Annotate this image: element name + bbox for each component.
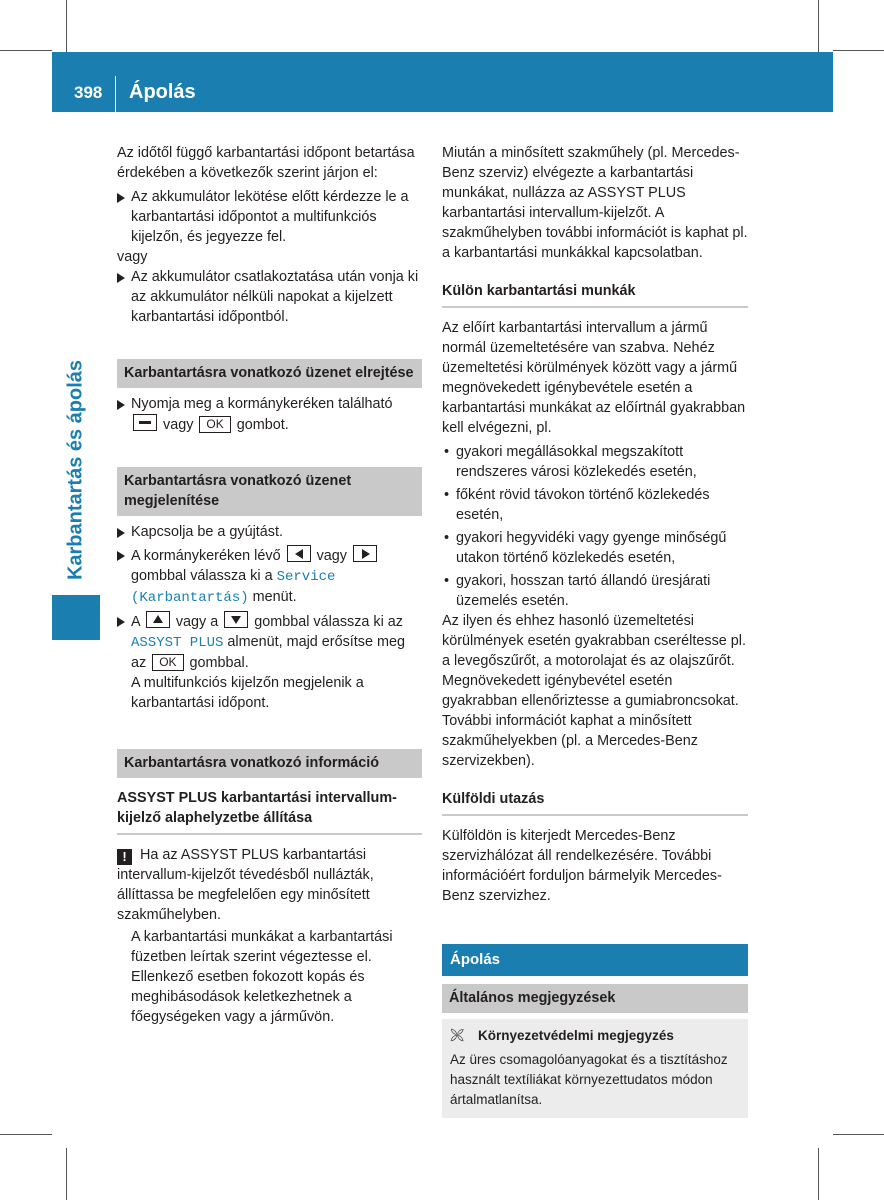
show-step3-text-b: vagy a <box>175 614 219 630</box>
warning-text: Ha az ASSYST PLUS karbantartási intervallum-kijelzőt tévedésből nullázták, állíttassa be megfelelően egy minősített szakműhelyben. <box>117 847 374 923</box>
abroad-text: Külföldön is kiterjedt Mercedes-Benz szervizhálózat áll rendelkezésére. További információért forduljon bármelyik Mercedes-Benz szervizhez. <box>442 828 722 904</box>
env-text: Az üres csomagolóanyagokat és a tisztításhoz használt textíliákat környezettudatos módon ártalmatlanítsa. <box>450 1052 728 1107</box>
left-arrow-key-icon <box>287 545 311 562</box>
crop-mark <box>66 1148 67 1200</box>
crop-mark <box>833 50 884 51</box>
environment-leaf-icon: 🙪 <box>450 1027 465 1043</box>
hide-step-text-c: gombot. <box>236 417 289 433</box>
warning-icon: ! <box>117 849 132 865</box>
hide-step <box>117 394 422 435</box>
reset-heading: ASSYST PLUS karbantartási intervallum-kijelző alaphelyzetbe állítása <box>117 788 422 835</box>
right-column <box>442 143 748 1118</box>
show-step3-text-e: gombbal. <box>189 655 249 671</box>
up-arrow-key-icon <box>146 611 170 628</box>
show-step2-text-a: A kormánykeréken lévő <box>131 548 281 564</box>
show-step3-text-a: A <box>131 614 140 630</box>
crop-mark <box>66 0 67 52</box>
assyst-menu-name: ASSYST PLUS <box>131 635 224 651</box>
section-heading-show: Karbantartásra vonatkozó üzenet megjelenítése <box>117 467 422 516</box>
warning-paragraph <box>117 845 422 925</box>
environment-note <box>442 1019 748 1118</box>
list-item: • gyakori, hosszan tartó állandó üresjárati üzemelés esetén. <box>442 571 748 611</box>
ok-key: OK <box>199 416 230 433</box>
show-step3-text-d: almenüt, majd erősítse meg az <box>131 634 405 671</box>
page-number: 398 <box>74 83 103 102</box>
list-item: • gyakori hegyvidéki vagy gyenge minőségű utakon történő közlekedés esetén, <box>442 528 748 568</box>
show-step <box>117 545 422 608</box>
right-arrow-key-icon <box>353 545 377 562</box>
hide-step-text-a: Nyomja meg a kormánykeréken található <box>131 396 393 412</box>
warning-text-2: A karbantartási munkákat a karbantartási füzetben leírtak szerint végeztesse el. Ellenkező esetben fokozott kopás és meghibásodások keletkezhetnek a főegységeken vagy a járművön. <box>131 929 393 1025</box>
list-item: • főként rövid távokon történő közlekedés esetén, <box>442 485 748 525</box>
special-text-2: Az ilyen és ehhez hasonló üzemeltetési körülmények esetén gyakrabban cseréltesse pl. a levegőszűrőt, a motorolajat és az olajszűrőt. Megnövekedett igénybevétel esetén gyakrabban ellenőriztesse a gumiabroncsokat. További információt kaphat a minősített szakműhelyekben (pl. a Mercedes-Benz szervizekben). <box>442 613 746 769</box>
env-title: Környezetvédelmi megjegyzés <box>478 1028 674 1043</box>
show-step3-result: A multifunkciós kijelzőn megjelenik a karbantartási időpont. <box>131 675 364 711</box>
service-menu-name: Service (Karbantartás) <box>131 569 336 606</box>
abroad-heading: Külföldi utazás <box>442 789 748 816</box>
general-heading: Általános megjegyzések <box>442 984 748 1013</box>
crop-mark <box>833 1134 884 1135</box>
right-intro: Miután a minősített szakműhely (pl. Mercedes-Benz szerviz) elvégezte a karbantartási munkákat, nullázza az ASSYST PLUS karbantartási intervallum-kijelzőt. A szakműhelyben további információt is kaphat pl. a karbantartási munkákkal kapcsolatban. <box>442 145 748 261</box>
or-text: vagy <box>117 249 148 265</box>
crop-mark <box>0 1134 52 1135</box>
step-item: Az akkumulátor csatlakoztatása után vonja ki az akkumulátor nélküli napokat a kijelzett karbantartási időpontból. <box>117 267 422 327</box>
side-tab-marker <box>52 595 100 640</box>
show-step2-text-c: gombbal válassza ki a <box>131 568 273 584</box>
intro-text: Az időtől függő karbantartási időpont betartása érdekében a következők szerint járjon el: <box>117 145 415 181</box>
header-divider <box>115 76 116 112</box>
show-step <box>117 611 422 713</box>
down-arrow-key-icon <box>224 611 248 628</box>
side-tab <box>52 350 100 590</box>
crop-mark <box>818 0 819 52</box>
step-item: Az akkumulátor lekötése előtt kérdezze le a karbantartási időpontot a multifunkciós kijelzőn, és jegyezze fel. <box>117 187 422 247</box>
side-tab-label: Karbantartás és ápolás <box>64 359 87 581</box>
show-step: Kapcsolja be a gyújtást. <box>117 522 422 542</box>
show-step3-text-c: gombbal válassza ki az <box>254 614 403 630</box>
list-item: • gyakori megállásokkal megszakított rendszeres városi közlekedés esetén, <box>442 442 748 482</box>
left-column <box>117 143 422 1027</box>
show-step2-text-b: vagy <box>316 548 347 564</box>
crop-mark <box>818 1148 819 1200</box>
care-heading: Ápolás <box>442 944 748 976</box>
ok-key: OK <box>152 654 183 671</box>
back-button-icon <box>133 414 157 431</box>
section-heading-hide: Karbantartásra vonatkozó üzenet elrejtése <box>117 359 422 388</box>
special-text: Az előírt karbantartási intervallum a jármű normál üzemeltetésére van szabva. Nehéz üzemeltetési körülmények között vagy a jármű megnövekedett igénybevétele esetén a karbantartási munkákat az előírtnál gyakrabban kell elvégezni, pl. <box>442 320 746 436</box>
bullet-list <box>442 442 748 611</box>
section-heading-info: Karbantartásra vonatkozó információ <box>117 749 422 778</box>
show-step2-text-d: menüt. <box>252 589 297 605</box>
env-title-row <box>450 1025 740 1046</box>
crop-mark <box>0 50 52 51</box>
special-heading: Külön karbantartási munkák <box>442 281 748 308</box>
page-title: Ápolás <box>129 81 196 103</box>
hide-step-text-b: vagy <box>163 417 194 433</box>
